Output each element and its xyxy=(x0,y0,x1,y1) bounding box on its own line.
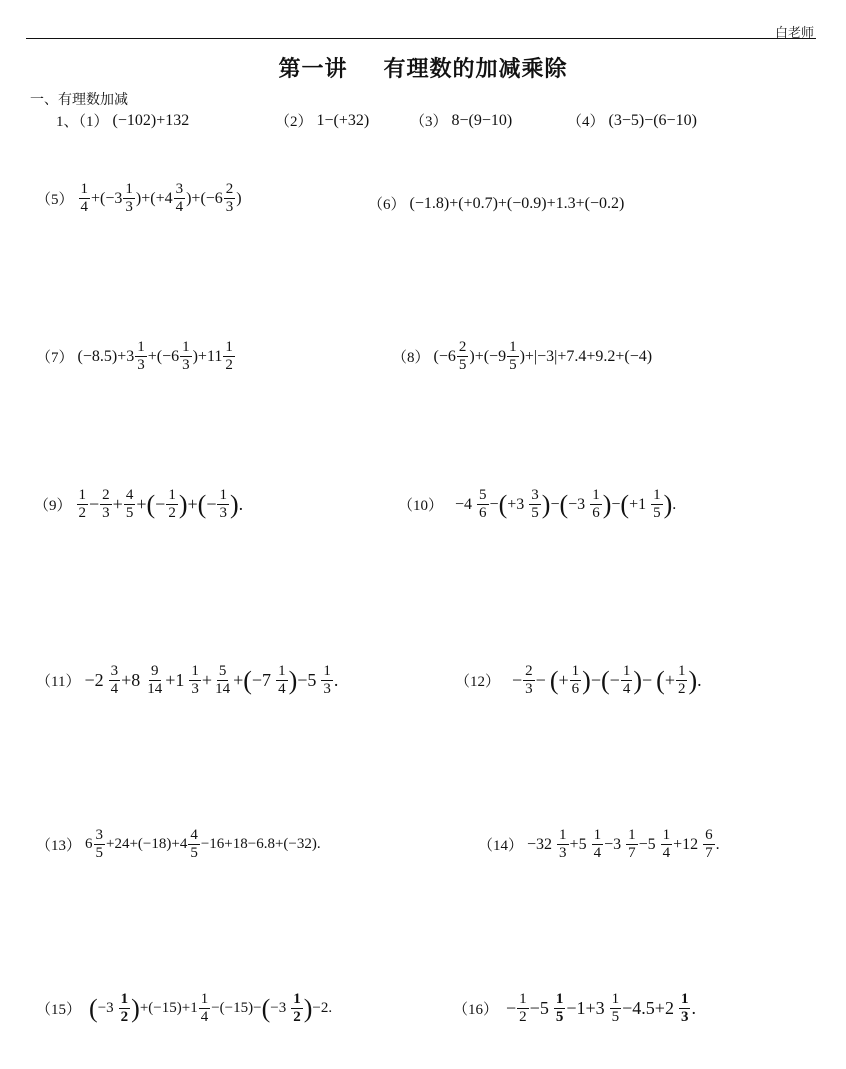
problem-label: （4） xyxy=(567,114,605,130)
problem-expression: $\frac{1}{4}$ +(−3 $\frac{1}{3}$ )+(+4 $\frac{3}{4}$ )+(−6 $\frac{2}{3}$ ) xyxy=(80,181,242,215)
problem-expression: (−8.5)+3 $\frac{1}{3}$ +(−6 $\frac{1}{3}$ )+11 $\frac{1}{2}$ xyxy=(77,339,233,373)
problem-16 xyxy=(453,992,696,1025)
problem-label: （11） xyxy=(36,674,81,690)
problem-expression: 6 $\frac{3}{5}$ +24+(−18)+4 $\frac{4}{5}$ −16+18−6.8+(−32). xyxy=(85,827,321,861)
problem-5 xyxy=(36,182,242,215)
problem-expression: ( −3 $\frac{1}{2}$ ) +(−15)+1 $\frac{1}{4}$ −(−15)− ( −3 $\frac{1}{2}$ ) −2. xyxy=(89,991,333,1025)
problem-label: （12） xyxy=(455,674,501,690)
section-heading: 一、有理数加减 xyxy=(30,93,128,108)
problem-1 xyxy=(56,110,189,131)
problem-6 xyxy=(368,193,624,214)
problem-12 xyxy=(455,664,702,697)
problem-expression: −4 $\frac{5}{6}$ − ( +3 $\frac{3}{5}$ ) − ( −3 $\frac{1}{6}$ ) − ( +1 $\frac{1}{5}$ ) . xyxy=(455,487,677,521)
problem-label: （6） xyxy=(368,197,406,213)
problem-expression: − $\frac{2}{3}$ − ( + $\frac{1}{6}$ ) − ( − $\frac{1}{4}$ ) − ( + $\frac{1}{2}$ ) . xyxy=(512,663,702,697)
problem-label: （10） xyxy=(398,498,444,514)
problem-label: （13） xyxy=(36,838,82,854)
problem-expression: (3−5)−(6−10) xyxy=(608,111,697,129)
problem-label: （2） xyxy=(275,114,313,130)
problem-8 xyxy=(392,340,652,373)
problem-expression: (−1.8)+(+0.7)+(−0.9)+1.3+(−0.2) xyxy=(409,194,625,212)
problem-label: （5） xyxy=(36,192,74,208)
problem-expression: − $\frac{1}{2}$ −5 $\frac{1}{5}$ −1+3 $\frac{1}{5}$ −4.5+2 $\frac{1}{3}$ . xyxy=(506,991,696,1025)
problem-7 xyxy=(36,340,236,373)
problem-3 xyxy=(410,110,512,131)
problem-expression: −32 $\frac{1}{3}$ +5 $\frac{1}{4}$ −3 $\frac{1}{7}$ −5 $\frac{1}{4}$ +12 $\frac{6}{7}$ . xyxy=(527,827,720,861)
page-title xyxy=(0,52,846,83)
problem-15 xyxy=(36,992,332,1025)
header-rule xyxy=(26,38,816,39)
problem-expression: 8−(9−10) xyxy=(451,111,513,129)
problem-expression: (−102)+132 xyxy=(112,111,190,129)
problem-label: （16） xyxy=(453,1002,499,1018)
problem-10 xyxy=(398,488,676,521)
problem-label: （3） xyxy=(410,114,448,130)
problem-label: （14） xyxy=(478,838,524,854)
problem-label: （15） xyxy=(36,1002,82,1018)
problem-2 xyxy=(275,110,369,131)
problem-label: （9） xyxy=(34,498,72,514)
problem-4 xyxy=(567,110,697,131)
problem-label: （8） xyxy=(392,350,430,366)
problem-expression: (−6 $\frac{2}{5}$ )+(−9 $\frac{1}{5}$ )+|−3|+7.4+9.2+(−4) xyxy=(433,339,653,373)
problem-expression: 1−(+32) xyxy=(316,111,370,129)
problem-13 xyxy=(36,828,321,861)
title-part2: 有理数的加减乘除 xyxy=(383,57,568,82)
header-teacher: 白老师 xyxy=(774,25,814,40)
problem-expression: −2 $\frac{3}{4}$ +8 $\frac{9}{14}$ +1 $\frac{1}{3}$ + $\frac{5}{14}$ + ( −7 $\frac{1}{4}$ ) −5 $\frac{1}{3}$ . xyxy=(84,663,339,697)
problem-11 xyxy=(36,664,338,697)
problem-9 xyxy=(34,488,243,521)
problem-label: （7） xyxy=(36,350,74,366)
title-part1: 第一讲 xyxy=(278,57,348,82)
problem-label: 1、（1） xyxy=(56,114,109,130)
problem-14 xyxy=(478,828,720,861)
problem-expression: $\frac{1}{2}$ − $\frac{2}{3}$ + $\frac{4}{5}$ + ( − $\frac{1}{2}$ ) + ( − $\frac{1}{3}$ ) . xyxy=(78,487,244,521)
